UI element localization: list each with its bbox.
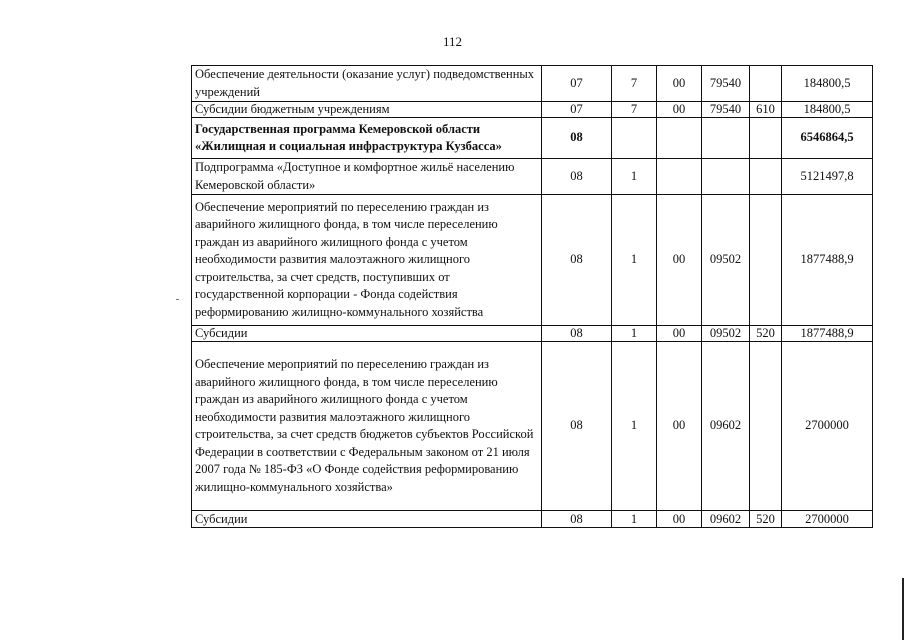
amount: 184800,5 — [782, 102, 873, 118]
program-code: 00 — [657, 102, 702, 118]
article-code: 09502 — [702, 195, 750, 326]
program-code — [657, 118, 702, 159]
program-code: 00 — [657, 511, 702, 528]
article-code: 09602 — [702, 511, 750, 528]
amount: 1877488,9 — [782, 326, 873, 342]
amount: 184800,5 — [782, 66, 873, 102]
row-name: Субсидии бюджетным учреждениям — [192, 102, 542, 118]
article-code: 79540 — [702, 102, 750, 118]
amount: 1877488,9 — [782, 195, 873, 326]
subsection-code: 1 — [612, 159, 657, 195]
section-code: 08 — [542, 118, 612, 159]
program-code: 00 — [657, 66, 702, 102]
row-name: Государственная программа Кемеровской области «Жилищная и социальная инфраструктура Кузбасса» — [192, 118, 542, 159]
program-code: 00 — [657, 342, 702, 511]
table-row — [192, 102, 873, 118]
table-row — [192, 66, 873, 102]
expense-type-code: 610 — [750, 102, 782, 118]
section-code: 07 — [542, 66, 612, 102]
table-row — [192, 511, 873, 528]
section-code: 08 — [542, 326, 612, 342]
subsection-code — [612, 118, 657, 159]
subsection-code: 1 — [612, 511, 657, 528]
subsection-code: 1 — [612, 195, 657, 326]
program-code: 00 — [657, 326, 702, 342]
section-code: 07 — [542, 102, 612, 118]
budget-table — [191, 65, 873, 528]
table-row — [192, 342, 873, 511]
amount: 5121497,8 — [782, 159, 873, 195]
program-code — [657, 159, 702, 195]
row-name: Обеспечение мероприятий по переселению граждан из аварийного жилищного фонда, в том числе переселению граждан из аварийного жилищного фонда с учетом необходимости развития малоэтажного жилищного строительства, за счет средств бюджетов субъектов Российской Федерации в соответствии с Федеральным законом от 21 июля 2007 года № 185-ФЗ «О Фонде содействия реформированию жилищно-коммунального хозяйства» — [192, 342, 542, 511]
article-code: 79540 — [702, 66, 750, 102]
expense-type-code — [750, 118, 782, 159]
expense-type-code — [750, 159, 782, 195]
subsection-code: 7 — [612, 102, 657, 118]
expense-type-code — [750, 342, 782, 511]
expense-type-code — [750, 66, 782, 102]
section-code: 08 — [542, 195, 612, 326]
expense-type-code: 520 — [750, 511, 782, 528]
row-name: Субсидии — [192, 511, 542, 528]
subsection-code: 7 — [612, 66, 657, 102]
section-code: 08 — [542, 342, 612, 511]
row-name: Подпрограмма «Доступное и комфортное жильё населению Кемеровской области» — [192, 159, 542, 195]
table-row — [192, 118, 873, 159]
subsection-code: 1 — [612, 342, 657, 511]
row-name: Обеспечение деятельности (оказание услуг) подведомственных учреждений — [192, 66, 542, 102]
page-number: 112 — [442, 34, 463, 49]
article-code: 09502 — [702, 326, 750, 342]
amount: 2700000 — [782, 342, 873, 511]
scan-edge-mark — [902, 578, 904, 640]
amount: 2700000 — [782, 511, 873, 528]
section-code: 08 — [542, 159, 612, 195]
expense-type-code: 520 — [750, 326, 782, 342]
section-code: 08 — [542, 511, 612, 528]
table-row — [192, 159, 873, 195]
table-row — [192, 326, 873, 342]
table-row — [192, 195, 873, 326]
article-code: 09602 — [702, 342, 750, 511]
row-name: Обеспечение мероприятий по переселению граждан из аварийного жилищного фонда, в том числе переселению граждан из аварийного жилищного фонда с учетом необходимости развития малоэтажного жилищного строительства, за счет средств, поступивших от государственной корпорации - Фонда содействия реформированию жилищно-коммунального хозяйства — [192, 195, 542, 326]
article-code — [702, 118, 750, 159]
subsection-code: 1 — [612, 326, 657, 342]
program-code: 00 — [657, 195, 702, 326]
expense-type-code — [750, 195, 782, 326]
amount: 6546864,5 — [782, 118, 873, 159]
article-code — [702, 159, 750, 195]
row-name: Субсидии — [192, 326, 542, 342]
scan-speck — [176, 299, 179, 300]
